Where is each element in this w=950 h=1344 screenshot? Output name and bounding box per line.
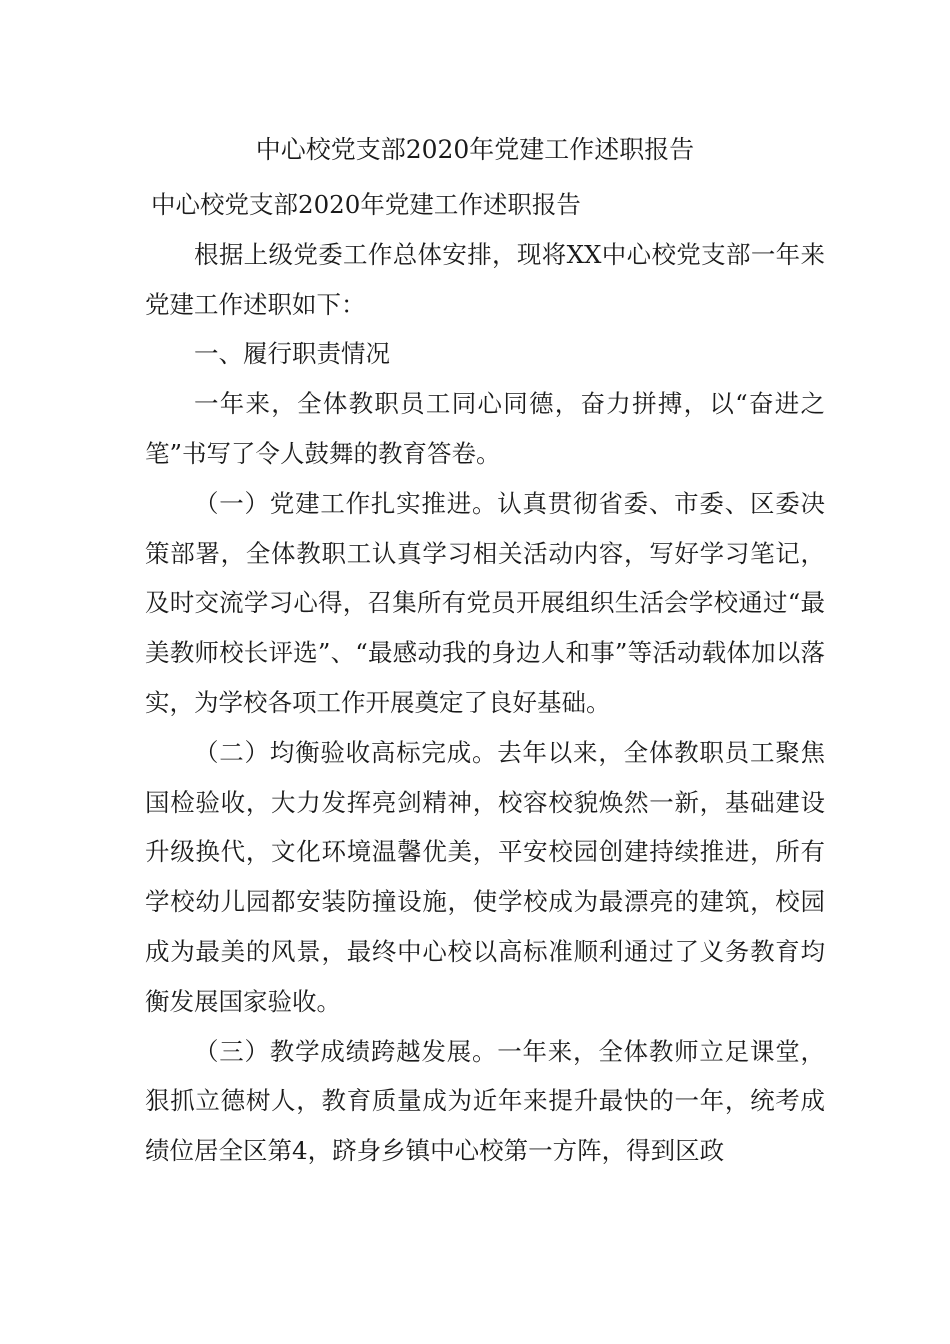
paragraph: （一）党建工作扎实推进。认真贯彻省委、市委、区委决策部署，全体教职工认真学习相关活动内容，写好学习笔记，及时交流学习心得，召集所有党员开展组织生活会学校通过“最美教师校长评选”、“最感动我的身边人和事”等活动载体加以落实，为学校各项工作开展奠定了良好基础。 bbox=[145, 488, 825, 717]
paragraph: （二）均衡验收高标完成。去年以来，全体教职员工聚焦国检验收，大力发挥亮剑精神，校容校貌焕然一新，基础建设升级换代，文化环境温馨优美，平安校园创建持续推进，所有学校幼儿园都安装防撞设施，使学校成为最漂亮的建筑，校园成为最美的风景，最终中心校以高标准顺利通过了义务教育均衡发展国家验收。 bbox=[145, 737, 825, 1016]
paragraph-intro: 根据上级党委工作总体安排，现将XX中心校党支部一年来党建工作述职如下： bbox=[145, 239, 825, 319]
document-subtitle: 中心校党支部2020年党建工作述职报告 bbox=[151, 190, 581, 219]
document-title: 中心校党支部2020年党建工作述职报告 bbox=[255, 135, 695, 164]
paragraph: 一年来，全体教职员工同心同德，奋力拼搏，以“奋进之笔”书写了令人鼓舞的教育答卷。 bbox=[145, 389, 825, 468]
document-body bbox=[145, 180, 825, 1176]
paragraph: （三）教学成绩跨越发展。一年来，全体教师立足课堂，狠抓立德树人，教育质量成为近年来提升最快的一年，统考成绩位居全区第4，跻身乡镇中心校第一方阵，得到区政 bbox=[145, 1036, 825, 1166]
section-heading: 一、履行职责情况 bbox=[194, 339, 390, 369]
